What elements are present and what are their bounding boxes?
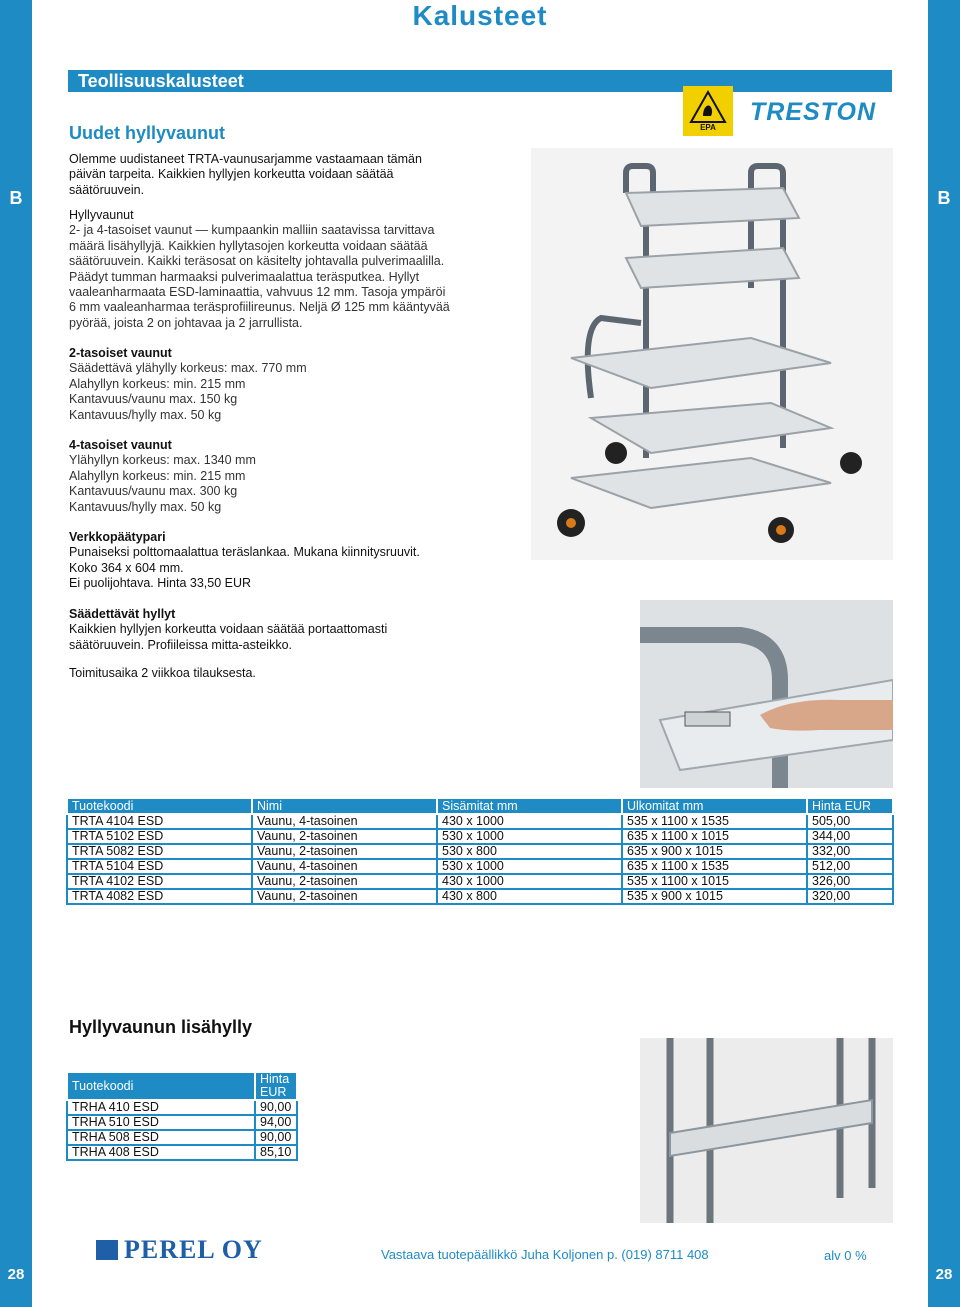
text-line: Kantavuus/hylly max. 50 kg	[69, 407, 222, 422]
text-line: 6 mm vaaleanharmaa teräsprofiilireunus. Neljä Ø 125 mm kääntyvää	[69, 300, 450, 315]
company-name: PEREL OY	[124, 1235, 263, 1264]
table-cell: 344,00	[807, 829, 893, 844]
table-cell: 320,00	[807, 889, 893, 904]
table-cell: 85,10	[255, 1145, 297, 1160]
table-cell: Vaunu, 4-tasoinen	[252, 859, 437, 874]
delivery-text	[69, 666, 469, 681]
text-line: Toimitusaika 2 viikkoa tilauksesta.	[69, 666, 256, 680]
table-cell: TRTA 5104 ESD	[67, 859, 252, 874]
extra-shelf-heading: Hyllyvaunun lisähylly	[69, 1017, 253, 1037]
table-cell: TRHA 408 ESD	[67, 1145, 255, 1160]
page-title: Kalusteet	[412, 0, 548, 31]
epa-label: EPA	[700, 123, 716, 132]
epa-logo	[683, 86, 733, 136]
table-header-row	[67, 798, 893, 814]
text-line: päivän tarpeita. Kaikkien hyllyjen korkeutta voidaan säätää	[69, 167, 394, 182]
table-cell: Vaunu, 2-tasoinen	[252, 829, 437, 844]
table-cell: 635 x 1100 x 1535	[622, 859, 807, 874]
table-row	[67, 1145, 297, 1160]
table-cell: TRTA 4102 ESD	[67, 874, 252, 889]
treston-logo: TRESTON	[750, 98, 876, 126]
table-cell: 430 x 1000	[437, 874, 622, 889]
table-cell: 530 x 1000	[437, 829, 622, 844]
trolley-illustration	[531, 148, 893, 560]
article-heading: Uudet hyllyvaunut	[69, 123, 226, 143]
table-cell: Vaunu, 2-tasoinen	[252, 889, 437, 904]
table-cell: 535 x 900 x 1015	[622, 889, 807, 904]
table-cell: 530 x 1000	[437, 859, 622, 874]
table-cell: Vaunu, 4-tasoinen	[252, 814, 437, 829]
table-cell: TRTA 5082 ESD	[67, 844, 252, 859]
text-line: pyörää, joista 2 on johtavaa ja 2 jarrullista.	[69, 315, 303, 330]
section-title-bar: Teollisuuskalusteet	[68, 70, 892, 92]
column-header: Tuotekoodi	[67, 1072, 255, 1100]
text-line: Kaikkien hyllyjen korkeutta voidaan säätää portaattomasti	[69, 622, 388, 637]
column-header: Hinta EUR	[807, 798, 893, 814]
table-cell: 635 x 900 x 1015	[622, 844, 807, 859]
table-cell: 90,00	[255, 1100, 297, 1115]
table-cell: 94,00	[255, 1115, 297, 1130]
subheading: Hyllyvaunut	[69, 208, 134, 222]
table-cell: 430 x 800	[437, 889, 622, 904]
perel-mark-icon	[96, 1240, 118, 1260]
text-line: Ylähyllyn korkeus: max. 1340 mm	[69, 453, 256, 468]
text-line: määrä lisähyllyjä. Kaikkien hyllytasojen korkeutta voidaan säätää	[69, 238, 428, 253]
text-line: Alahyllyn korkeus: min. 215 mm	[69, 376, 246, 391]
column-header: Ulkomitat mm	[622, 798, 807, 814]
table-header-row	[67, 1072, 297, 1100]
section-letter: B	[937, 188, 951, 208]
table-cell: 535 x 1100 x 1015	[622, 874, 807, 889]
table-cell: 530 x 800	[437, 844, 622, 859]
hyllyvaunut-section	[69, 208, 469, 331]
text-line: Ei puolijohtava. Hinta 33,50 EUR	[69, 576, 252, 591]
text-line: säätöruuvein.	[69, 182, 145, 197]
column-header: Tuotekoodi	[67, 798, 252, 814]
table-cell: TRTA 4082 ESD	[67, 889, 252, 904]
table-cell: TRTA 5102 ESD	[67, 829, 252, 844]
shelf-illustration	[640, 1038, 893, 1223]
text-line: vaaleanharmaata ESD-laminaattia, vahvuus 12 mm. Tasoja ympäröi	[69, 285, 446, 300]
page-number: 28	[7, 1266, 25, 1283]
text-line: Kantavuus/vaunu max. 300 kg	[69, 484, 238, 499]
table-cell: 90,00	[255, 1130, 297, 1145]
table-row	[67, 889, 893, 904]
column-header: Nimi	[252, 798, 437, 814]
text-line: Kantavuus/hylly max. 50 kg	[69, 499, 222, 514]
table-cell: TRHA 410 ESD	[67, 1100, 255, 1115]
table-row	[67, 1100, 297, 1115]
table-cell: 332,00	[807, 844, 893, 859]
handle-illustration	[640, 600, 893, 788]
handle-closeup-photo	[640, 600, 893, 788]
text-line: 2- ja 4-tasoiset vaunut — kumpaankin malliin saatavissa tarvittava	[69, 223, 435, 238]
table-cell: Vaunu, 2-tasoinen	[252, 874, 437, 889]
extra-shelf-photo	[640, 1038, 893, 1223]
text-line: Punaiseksi polttomaalattua teräslankaa. Mukana kiinnitysruuvit.	[69, 545, 420, 560]
trolley-photo	[531, 148, 893, 560]
text-line: Alahyllyn korkeus: min. 215 mm	[69, 468, 246, 483]
table-row	[67, 859, 893, 874]
table-cell: 635 x 1100 x 1015	[622, 829, 807, 844]
table-cell: 430 x 1000	[437, 814, 622, 829]
table-cell: TRHA 510 ESD	[67, 1115, 255, 1130]
column-header: Hinta EUR	[255, 1072, 297, 1100]
table-cell: 326,00	[807, 874, 893, 889]
column-header: Sisämitat mm	[437, 798, 622, 814]
table-row	[67, 844, 893, 859]
text-line: säätöruuvein. Kaikki teräsosat on käsitelty johtavalla pulverimaalilla.	[69, 254, 445, 269]
saadettavat-section	[69, 607, 469, 653]
text-line: Kantavuus/vaunu max. 150 kg	[69, 392, 238, 407]
table-cell: Vaunu, 2-tasoinen	[252, 844, 437, 859]
right-sidebar	[928, 0, 960, 1307]
perel-logo	[96, 1235, 263, 1265]
two-level-section	[69, 346, 469, 423]
four-level-section	[69, 438, 469, 515]
text-line: säätöruuvein. Profiileissa mitta-asteikko.	[69, 637, 293, 652]
table-row	[67, 874, 893, 889]
subheading: 2-tasoiset vaunut	[69, 346, 172, 360]
table-row	[67, 829, 893, 844]
table-row	[67, 814, 893, 829]
footer-vat: alv 0 %	[824, 1248, 867, 1263]
table-row	[67, 1115, 297, 1130]
page-number: 28	[935, 1266, 953, 1283]
extra-shelf-price-table	[66, 1071, 298, 1161]
table-row	[67, 1130, 297, 1145]
table-cell: 512,00	[807, 859, 893, 874]
verkko-section	[69, 530, 469, 592]
subheading: Verkkopäätypari	[69, 530, 166, 544]
table-cell: TRHA 508 ESD	[67, 1130, 255, 1145]
text-line: Säädettävä ylähylly korkeus: max. 770 mm	[69, 361, 307, 376]
section-letter: B	[9, 188, 23, 208]
left-sidebar	[0, 0, 32, 1307]
text-line: Päädyt tumman harmaaksi pulverimaalattua teräsputkea. Hyllyt	[69, 269, 420, 284]
table-cell: TRTA 4104 ESD	[67, 814, 252, 829]
footer-contact: Vastaava tuotepäällikkö Juha Koljonen p. (019) 8711 408	[381, 1247, 709, 1262]
intro-text	[69, 152, 469, 198]
text-line: Olemme uudistaneet TRTA-vaunusarjamme vastaamaan tämän	[69, 152, 422, 166]
trolley-price-table	[66, 797, 894, 905]
table-cell: 505,00	[807, 814, 893, 829]
table-cell: 535 x 1100 x 1535	[622, 814, 807, 829]
subheading: Säädettävät hyllyt	[69, 607, 176, 621]
subheading: 4-tasoiset vaunut	[69, 438, 172, 452]
text-line: Koko 364 x 604 mm.	[69, 560, 184, 575]
